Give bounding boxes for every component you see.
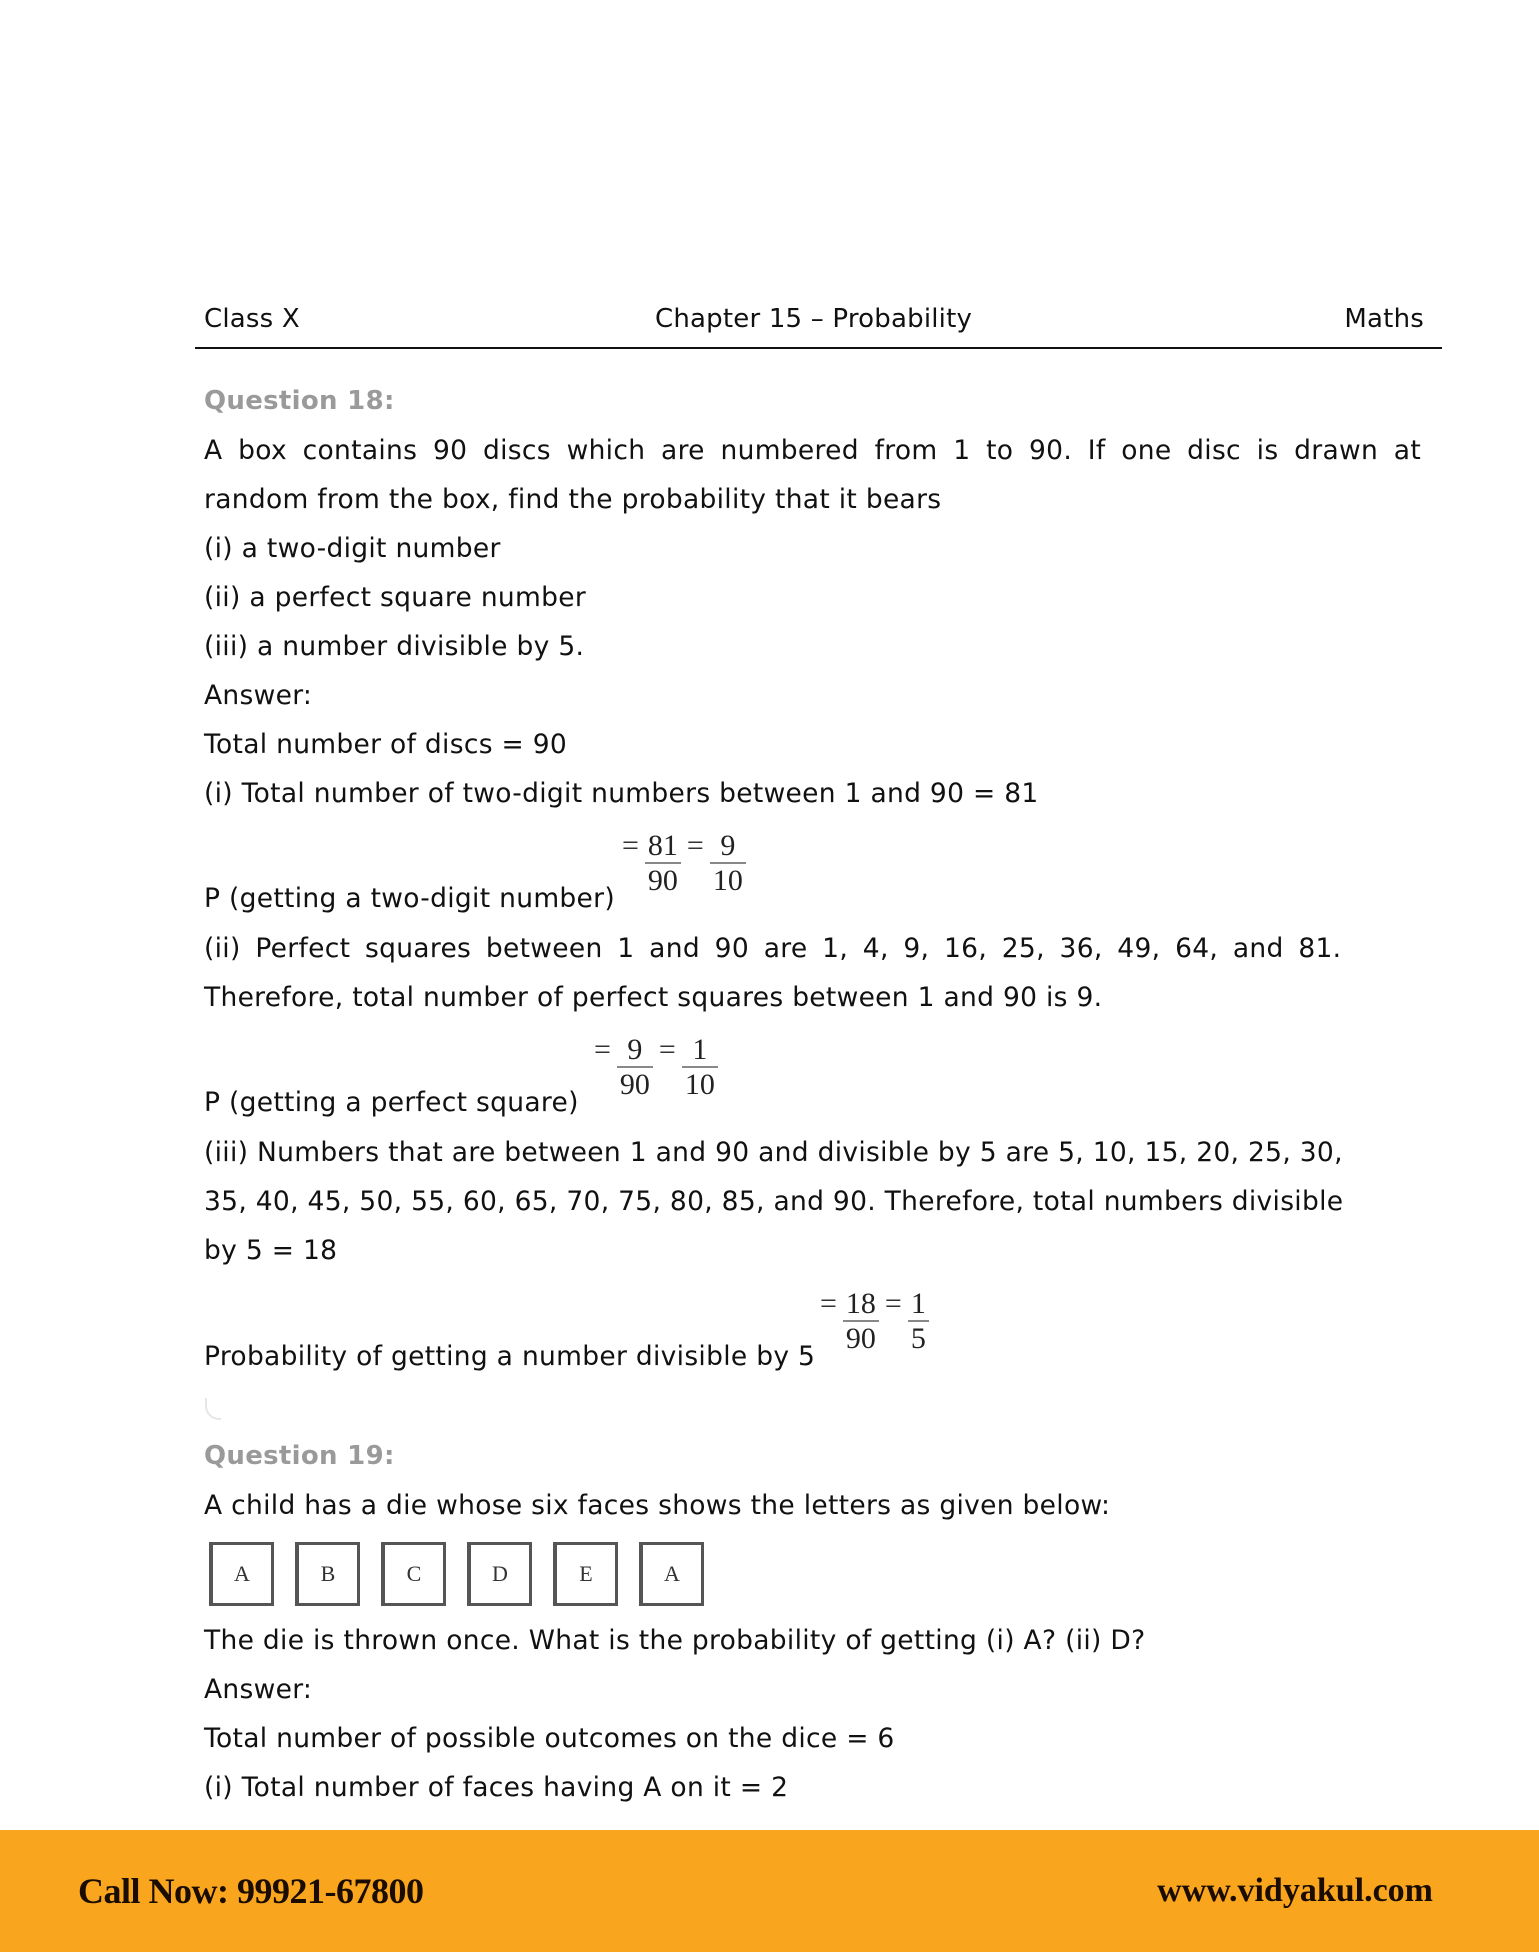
answer-18-total: Total number of discs = 90 — [204, 729, 568, 760]
answer-18-part2-line1: (ii) Perfect squares between 1 and 90 are 1, 4, 9, 16, 25, 36, 49, 64, and 81. — [204, 933, 1342, 964]
numerator: 9 — [627, 1033, 643, 1066]
denominator: 10 — [684, 1067, 715, 1101]
question-18-part-1: (i) a two-digit number — [204, 533, 501, 564]
answer-18-part3-line2: 35, 40, 45, 50, 55, 60, 65, 70, 75, 80, 85, and 90. Therefore, total numbers divisible — [204, 1186, 1344, 1217]
numerator: 1 — [910, 1287, 926, 1320]
faint-artifact — [205, 1398, 221, 1420]
fraction — [843, 1288, 879, 1356]
answer-18-part2-fraction — [592, 1034, 722, 1102]
die-face: E — [553, 1542, 618, 1606]
die-face: A — [639, 1542, 704, 1606]
die-face: C — [381, 1542, 446, 1606]
answer-19-label: Answer: — [204, 1674, 313, 1705]
fraction — [710, 830, 746, 898]
die-faces — [209, 1542, 704, 1606]
question-18-part-2: (ii) a perfect square number — [204, 582, 587, 613]
answer-18-part1-line: (i) Total number of two-digit numbers between 1 and 90 = 81 — [204, 778, 1039, 809]
numerator: 9 — [720, 829, 736, 862]
answer-18-part2-line2: Therefore, total number of perfect squares between 1 and 90 is 9. — [204, 982, 1103, 1013]
fraction — [617, 1034, 653, 1102]
denominator: 10 — [712, 863, 743, 897]
answer-19-part1: (i) Total number of faces having A on it = 2 — [204, 1772, 789, 1803]
numerator: 18 — [845, 1287, 876, 1320]
question-18-text-line2: random from the box, find the probability that it bears — [204, 484, 942, 515]
equals-sign: = — [622, 828, 639, 862]
answer-18-label: Answer: — [204, 680, 313, 711]
fraction — [682, 1034, 718, 1102]
answer-18-part3-line3: by 5 = 18 — [204, 1235, 338, 1266]
equals-sign: = — [658, 1032, 676, 1066]
fraction — [645, 830, 681, 898]
answer-18-part1-fraction — [620, 830, 750, 898]
equals-sign: = — [884, 1286, 902, 1320]
answer-18-part3-prob-label: Probability of getting a number divisible by 5 — [204, 1341, 816, 1372]
header-divider — [195, 347, 1442, 349]
fraction — [908, 1288, 929, 1356]
answer-18-part3-line1: (iii) Numbers that are between 1 and 90 and divisible by 5 are 5, 10, 15, 20, 25, 30, — [204, 1137, 1343, 1168]
question-18-label: Question 18: — [204, 386, 395, 416]
numerator: 81 — [647, 829, 678, 862]
equals-sign: = — [686, 828, 704, 862]
denominator: 5 — [910, 1321, 926, 1355]
die-face: A — [209, 1542, 274, 1606]
footer-website-link[interactable]: www.vidyakul.com — [1157, 1872, 1433, 1909]
question-19-text: A child has a die whose six faces shows the letters as given below: — [204, 1490, 1111, 1521]
header-chapter: Chapter 15 – Probability — [655, 304, 973, 334]
header-class: Class X — [204, 304, 300, 334]
equals-sign: = — [820, 1286, 837, 1320]
answer-18-part1-prob-label: P (getting a two-digit number) — [204, 883, 615, 914]
denominator: 90 — [619, 1067, 650, 1101]
answer-19-total: Total number of possible outcomes on the dice = 6 — [204, 1723, 895, 1754]
question-18-part-3: (iii) a number divisible by 5. — [204, 631, 585, 662]
answer-18-part2-prob-label: P (getting a perfect square) — [204, 1087, 579, 1118]
answer-18-part3-fraction — [818, 1288, 933, 1356]
header-subject: Maths — [1344, 304, 1424, 334]
question-18-text-line1: A box contains 90 discs which are numbered from 1 to 90. If one disc is drawn at — [204, 435, 1422, 466]
denominator: 90 — [845, 1321, 876, 1355]
numerator: 1 — [692, 1033, 708, 1066]
die-face: B — [295, 1542, 360, 1606]
footer-banner — [0, 1830, 1539, 1952]
footer-phone[interactable]: Call Now: 99921-67800 — [78, 1871, 424, 1911]
question-19-question: The die is thrown once. What is the probability of getting (i) A? (ii) D? — [204, 1625, 1146, 1656]
die-face: D — [467, 1542, 532, 1606]
question-19-label: Question 19: — [204, 1441, 395, 1471]
equals-sign: = — [594, 1032, 611, 1066]
denominator: 90 — [647, 863, 678, 897]
